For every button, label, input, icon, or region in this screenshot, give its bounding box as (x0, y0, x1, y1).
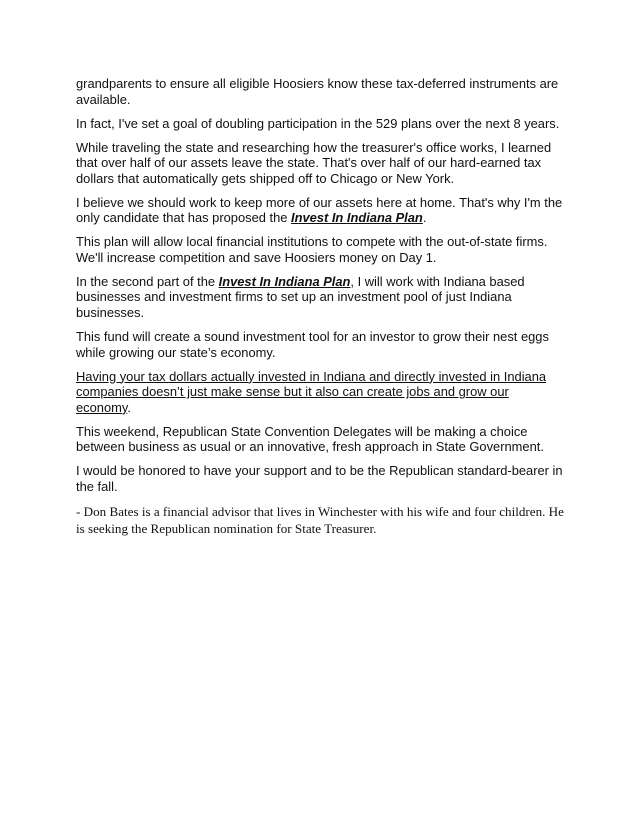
paragraph-convention-delegates: This weekend, Republican State Convention Delegates will be making a choice between business as usual or an innovative, fresh approach in State Government. (76, 423, 544, 455)
paragraph-text: . (127, 399, 131, 415)
paragraph-invest-in-indiana (76, 369, 566, 416)
paragraph-text: In the second part of the (76, 273, 219, 289)
underlined-statement: Having your tax dollars actually invested in Indiana and directly invested in Indiana companies doesn’t just make sense but it also can create jobs and grow our economy (76, 368, 547, 415)
paragraph-assets-leave-state: While traveling the state and researching how the treasurer's office works, I learned that over half of our assets leave the state. That's over half of our hard-earned tax dollars that automatically gets shipped off to Chicago or New York. (76, 139, 552, 186)
paragraph-investment-fund: This fund will create a sound investment tool for an investor to grow their nest eggs while growing our state’s economy. (76, 329, 549, 360)
paragraph-text: I believe we should work to keep more of our assets here at home. That's why I'm the only candidate that has proposed the (76, 194, 563, 226)
paragraph-local-competition: This plan will allow local financial institutions to compete with the out-of-state firms. We'll increase competition and save Hoosiers money on Day 1. (76, 234, 548, 265)
paragraph-support-request: I would be honored to have your support and to be the Republican standard-bearer in the fall. (76, 463, 563, 494)
paragraph-keep-assets-home (76, 195, 566, 226)
paragraph-second-part (76, 274, 566, 321)
invest-in-indiana-plan-link: Invest In Indiana Plan (291, 210, 423, 226)
document-page (76, 76, 566, 545)
paragraph-529-availability: grandparents to ensure all eligible Hoosiers know these tax-deferred instruments are available. (76, 76, 559, 107)
invest-in-indiana-plan-link: Invest In Indiana Plan (218, 273, 351, 289)
paragraph-text: . (422, 210, 427, 226)
author-byline: - Don Bates is a financial advisor that lives in Winchester with his wife and four children. He is seeking the Republican nomination for State Treasurer. (76, 503, 564, 536)
paragraph-text: , I will work with Indiana based businesses and investment firms to set up an investment pool of just Indiana businesses. (76, 273, 525, 321)
paragraph-529-goal: In fact, I've set a goal of doubling participation in the 529 plans over the next 8 years. (76, 115, 560, 131)
